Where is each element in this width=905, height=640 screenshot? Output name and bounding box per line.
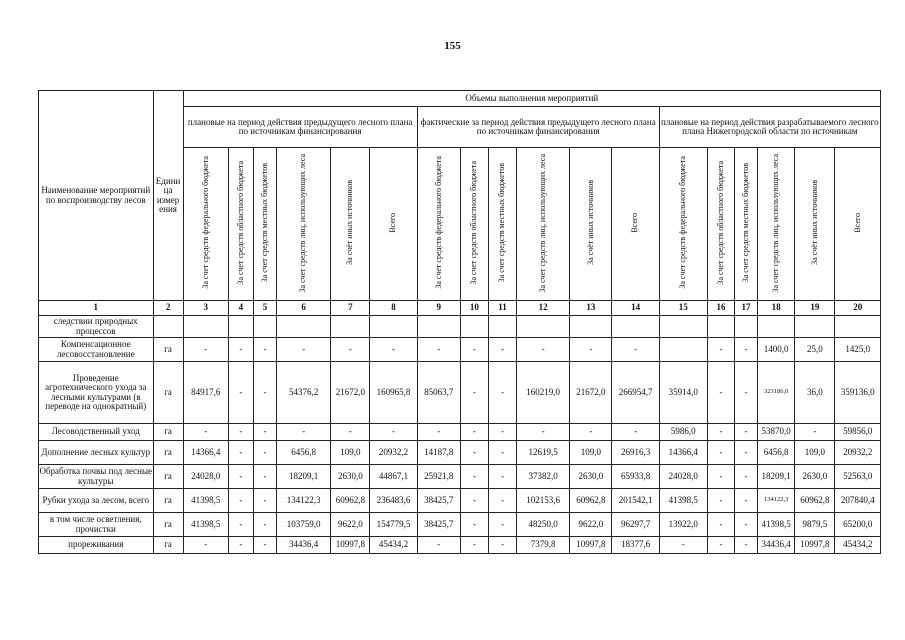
value-cell: - xyxy=(253,338,276,362)
value-cell: - xyxy=(331,338,370,362)
value-cell: 9879,5 xyxy=(795,513,835,537)
value-cell: - xyxy=(183,424,228,441)
value-cell: - xyxy=(488,362,516,424)
value-cell: - xyxy=(460,513,488,537)
value-cell: 41398,5 xyxy=(659,489,707,513)
unit-cell: га xyxy=(153,424,183,441)
value-cell: - xyxy=(707,465,734,489)
value-cell: - xyxy=(228,513,253,537)
value-cell: 14366,4 xyxy=(183,441,228,465)
header-source-federal-budget xyxy=(183,148,228,301)
column-number: 1 xyxy=(39,301,154,316)
value-cell: - xyxy=(735,441,758,465)
value-cell: 54376,2 xyxy=(277,362,331,424)
header-source-label: Всего xyxy=(630,212,640,233)
column-number: 8 xyxy=(370,301,417,316)
header-source-other-sources xyxy=(795,148,835,301)
value-cell: - xyxy=(460,465,488,489)
value-cell: - xyxy=(795,424,835,441)
value-cell: - xyxy=(253,362,276,424)
value-cell xyxy=(517,316,570,338)
value-cell: - xyxy=(735,465,758,489)
value-cell xyxy=(659,316,707,338)
value-cell: 18209,1 xyxy=(277,465,331,489)
value-cell: 60962,8 xyxy=(331,489,370,513)
value-cell xyxy=(331,316,370,338)
value-cell: - xyxy=(417,537,460,554)
value-cell: 34436,4 xyxy=(758,537,795,554)
value-cell: 103759,0 xyxy=(277,513,331,537)
value-cell: 45434,2 xyxy=(835,537,881,554)
value-cell: - xyxy=(228,362,253,424)
value-cell: - xyxy=(253,513,276,537)
header-source-forest-users xyxy=(758,148,795,301)
value-cell: 34436,4 xyxy=(277,537,331,554)
value-cell xyxy=(659,338,707,362)
activity-name: Обработка почвы под лесные культуры xyxy=(39,465,154,489)
header-source-label: За счет средств лиц, использующих леса xyxy=(770,153,780,293)
activity-name: Рубки ухода за лесом, всего xyxy=(39,489,154,513)
forest-reproduction-table xyxy=(38,90,881,554)
value-cell: 44867,1 xyxy=(370,465,417,489)
value-cell: 25,0 xyxy=(795,338,835,362)
value-cell: 6456,8 xyxy=(277,441,331,465)
value-cell: - xyxy=(735,338,758,362)
header-source-label: За счет средств лиц, использующих леса xyxy=(298,153,308,293)
activity-name: Лесоводственный уход xyxy=(39,424,154,441)
column-number: 15 xyxy=(659,301,707,316)
header-actual-previous: фактические за период действия предыдущего лесного плана по источникам финансирования xyxy=(417,107,659,148)
value-cell: - xyxy=(228,537,253,554)
value-cell: 160965,8 xyxy=(370,362,417,424)
value-cell: 9622,0 xyxy=(331,513,370,537)
column-number: 10 xyxy=(460,301,488,316)
header-source-other-sources xyxy=(331,148,370,301)
value-cell: 24028,0 xyxy=(183,465,228,489)
value-cell xyxy=(735,316,758,338)
value-cell: - xyxy=(228,465,253,489)
value-cell: 20932,2 xyxy=(370,441,417,465)
value-cell xyxy=(460,316,488,338)
value-cell: - xyxy=(488,338,516,362)
value-cell: - xyxy=(253,465,276,489)
value-cell: 7379,8 xyxy=(517,537,570,554)
value-cell: - xyxy=(228,441,253,465)
header-source-label: За счет средств федерального бюджета xyxy=(678,156,688,290)
value-cell xyxy=(795,316,835,338)
header-source-label: За счет средств областного бюджета xyxy=(715,161,725,285)
value-cell: 37382,0 xyxy=(517,465,570,489)
column-number: 4 xyxy=(228,301,253,316)
value-cell: - xyxy=(253,441,276,465)
value-cell: 24028,0 xyxy=(659,465,707,489)
column-number: 19 xyxy=(795,301,835,316)
value-cell: - xyxy=(488,424,516,441)
value-cell: 207840,4 xyxy=(835,489,881,513)
header-volumes: Объемы выполнения мероприятий xyxy=(183,91,880,107)
value-cell: - xyxy=(370,424,417,441)
value-cell xyxy=(370,316,417,338)
value-cell: 236483,6 xyxy=(370,489,417,513)
header-source-label: За счет средств местных бюджетов xyxy=(259,163,269,283)
value-cell: - xyxy=(735,489,758,513)
value-cell: - xyxy=(331,424,370,441)
value-cell: - xyxy=(460,489,488,513)
value-cell: - xyxy=(735,537,758,554)
table-row xyxy=(39,513,881,537)
activity-name: Дополнение лесных культур xyxy=(39,441,154,465)
column-number: 6 xyxy=(277,301,331,316)
header-unit: Едини ца измер ения xyxy=(153,91,183,301)
table-row xyxy=(39,465,881,489)
value-cell: 26916,3 xyxy=(612,441,659,465)
value-cell: - xyxy=(228,338,253,362)
value-cell: 18377,6 xyxy=(612,537,659,554)
value-cell: - xyxy=(488,441,516,465)
value-cell: 2630,0 xyxy=(570,465,612,489)
value-cell: - xyxy=(460,537,488,554)
value-cell: 160219,0 xyxy=(517,362,570,424)
value-cell: 53870,0 xyxy=(758,424,795,441)
value-cell: 38425,7 xyxy=(417,489,460,513)
value-cell: 35914,0 xyxy=(659,362,707,424)
header-source-federal-budget xyxy=(659,148,707,301)
column-number: 13 xyxy=(570,301,612,316)
value-cell: - xyxy=(735,362,758,424)
column-number: 14 xyxy=(612,301,659,316)
header-source-total xyxy=(612,148,659,301)
table-row xyxy=(39,489,881,513)
header-source-label: За счет средств местных бюджетов xyxy=(740,163,750,283)
value-cell xyxy=(570,316,612,338)
header-source-regional-budget xyxy=(460,148,488,301)
value-cell: 60962,8 xyxy=(570,489,612,513)
value-cell: 25921,8 xyxy=(417,465,460,489)
value-cell xyxy=(835,316,881,338)
value-cell: 10997,8 xyxy=(570,537,612,554)
column-number: 12 xyxy=(517,301,570,316)
header-source-label: Всего xyxy=(388,212,398,233)
header-planned-previous: плановые на период действия предыдущего лесного плана по источникам финансирования xyxy=(183,107,417,148)
value-cell: - xyxy=(460,338,488,362)
value-cell: - xyxy=(612,424,659,441)
value-cell: - xyxy=(707,537,734,554)
header-source-forest-users xyxy=(277,148,331,301)
value-cell: - xyxy=(570,424,612,441)
value-cell: - xyxy=(277,424,331,441)
value-cell xyxy=(228,316,253,338)
header-source-label: За счет средств федерального бюджета xyxy=(200,156,210,290)
header-activity-name: Наименование мероприятий по воспроизводству лесов xyxy=(39,91,154,301)
unit-cell: га xyxy=(153,465,183,489)
value-cell: 109,0 xyxy=(795,441,835,465)
column-number: 11 xyxy=(488,301,516,316)
column-number: 7 xyxy=(331,301,370,316)
header-source-local-budget xyxy=(735,148,758,301)
header-source-label: Всего xyxy=(852,212,862,233)
value-cell: 102153,6 xyxy=(517,489,570,513)
value-cell: - xyxy=(707,424,734,441)
value-cell: - xyxy=(707,338,734,362)
value-cell: 41398,5 xyxy=(183,513,228,537)
value-cell: - xyxy=(253,537,276,554)
value-cell: 134122,3 xyxy=(277,489,331,513)
value-cell: 1425,0 xyxy=(835,338,881,362)
value-cell: 5986,0 xyxy=(659,424,707,441)
unit-cell: га xyxy=(153,338,183,362)
value-cell: - xyxy=(735,424,758,441)
column-number: 17 xyxy=(735,301,758,316)
value-cell: - xyxy=(659,537,707,554)
value-cell: - xyxy=(183,537,228,554)
value-cell xyxy=(612,316,659,338)
value-cell: 359136,0 xyxy=(835,362,881,424)
value-cell: 13922,0 xyxy=(659,513,707,537)
value-cell: 48250,0 xyxy=(517,513,570,537)
value-cell: - xyxy=(417,338,460,362)
value-cell: - xyxy=(228,489,253,513)
header-source-other-sources xyxy=(570,148,612,301)
value-cell: 52563,0 xyxy=(835,465,881,489)
value-cell: 20932,2 xyxy=(835,441,881,465)
header-source-label: За счёт иных источников xyxy=(809,180,819,266)
value-cell: - xyxy=(460,424,488,441)
value-cell xyxy=(253,316,276,338)
value-cell xyxy=(417,316,460,338)
value-cell: - xyxy=(707,441,734,465)
value-cell: 21672,0 xyxy=(570,362,612,424)
value-cell: 134122,3 xyxy=(758,489,795,513)
value-cell: 84917,6 xyxy=(183,362,228,424)
header-source-label: За счет средств лиц, использующих леса xyxy=(537,153,547,293)
table-row xyxy=(39,441,881,465)
header-source-label: За счет средств областного бюджета xyxy=(235,161,245,285)
table-row xyxy=(39,316,881,338)
header-planned-new: плановые на период действия разрабатываемого лесного плана Нижегородской области по источникам xyxy=(659,107,880,148)
header-source-label: За счёт иных источников xyxy=(345,180,355,266)
table-row xyxy=(39,537,881,554)
value-cell: - xyxy=(253,424,276,441)
unit-cell xyxy=(153,316,183,338)
column-number: 16 xyxy=(707,301,734,316)
column-numbers-row xyxy=(39,301,881,316)
header-source-forest-users xyxy=(517,148,570,301)
value-cell: - xyxy=(707,513,734,537)
value-cell: - xyxy=(612,338,659,362)
value-cell: - xyxy=(277,338,331,362)
value-cell: 21672,0 xyxy=(331,362,370,424)
header-source-regional-budget xyxy=(707,148,734,301)
table-row xyxy=(39,362,881,424)
value-cell: 65933,8 xyxy=(612,465,659,489)
value-cell: - xyxy=(417,424,460,441)
value-cell: - xyxy=(517,338,570,362)
value-cell: 45434,2 xyxy=(370,537,417,554)
activity-name: Проведение агротехнического ухода за лесными культурами (в переводе на однократный) xyxy=(39,362,154,424)
value-cell: 60962,8 xyxy=(795,489,835,513)
header-source-label: За счет средств федерального бюджета xyxy=(433,156,443,290)
value-cell: 6456,8 xyxy=(758,441,795,465)
unit-cell: га xyxy=(153,537,183,554)
unit-cell: га xyxy=(153,362,183,424)
column-number: 5 xyxy=(253,301,276,316)
value-cell xyxy=(183,316,228,338)
header-source-label: За счёт иных источников xyxy=(585,180,595,266)
header-source-regional-budget xyxy=(228,148,253,301)
value-cell: 14187,8 xyxy=(417,441,460,465)
value-cell: - xyxy=(370,338,417,362)
header-source-local-budget xyxy=(253,148,276,301)
value-cell: 38425,7 xyxy=(417,513,460,537)
value-cell: 323186,0 xyxy=(758,362,795,424)
value-cell: 201542,1 xyxy=(612,489,659,513)
value-cell: - xyxy=(488,513,516,537)
page-number: 155 xyxy=(444,40,461,52)
value-cell: 96297,7 xyxy=(612,513,659,537)
value-cell: - xyxy=(228,424,253,441)
column-number: 3 xyxy=(183,301,228,316)
value-cell: - xyxy=(570,338,612,362)
value-cell: 41398,5 xyxy=(183,489,228,513)
value-cell: - xyxy=(460,441,488,465)
value-cell: 2630,0 xyxy=(331,465,370,489)
activity-name: Компенсационное лесовосстановление xyxy=(39,338,154,362)
column-number: 18 xyxy=(758,301,795,316)
value-cell xyxy=(758,316,795,338)
table-row xyxy=(39,424,881,441)
value-cell: 14366,4 xyxy=(659,441,707,465)
header-source-federal-budget xyxy=(417,148,460,301)
value-cell: 59856,0 xyxy=(835,424,881,441)
activity-name: следствии природных процессов xyxy=(39,316,154,338)
header-source-local-budget xyxy=(488,148,516,301)
header-source-total xyxy=(370,148,417,301)
value-cell: - xyxy=(253,489,276,513)
value-cell: 85063,7 xyxy=(417,362,460,424)
value-cell: 154779,5 xyxy=(370,513,417,537)
column-number: 20 xyxy=(835,301,881,316)
value-cell: - xyxy=(707,362,734,424)
column-number: 9 xyxy=(417,301,460,316)
unit-cell: га xyxy=(153,489,183,513)
unit-cell: га xyxy=(153,513,183,537)
value-cell xyxy=(277,316,331,338)
header-source-label: За счет средств областного бюджета xyxy=(469,161,479,285)
value-cell: - xyxy=(517,424,570,441)
unit-cell: га xyxy=(153,441,183,465)
value-cell: - xyxy=(488,537,516,554)
value-cell: 36,0 xyxy=(795,362,835,424)
header-source-total xyxy=(835,148,881,301)
value-cell: 2630,0 xyxy=(795,465,835,489)
header-source-label: За счет средств местных бюджетов xyxy=(497,163,507,283)
value-cell: - xyxy=(183,338,228,362)
activity-name: в том числе осветления, прочистки xyxy=(39,513,154,537)
column-number: 2 xyxy=(153,301,183,316)
value-cell: 109,0 xyxy=(331,441,370,465)
value-cell: 41398,5 xyxy=(758,513,795,537)
value-cell: - xyxy=(460,362,488,424)
value-cell: 1400,0 xyxy=(758,338,795,362)
value-cell: 12619,5 xyxy=(517,441,570,465)
value-cell: - xyxy=(707,489,734,513)
value-cell: 9622,0 xyxy=(570,513,612,537)
table-row xyxy=(39,338,881,362)
value-cell xyxy=(488,316,516,338)
value-cell: - xyxy=(488,489,516,513)
value-cell: 10997,8 xyxy=(331,537,370,554)
value-cell: 18209,1 xyxy=(758,465,795,489)
value-cell: 65200,0 xyxy=(835,513,881,537)
value-cell: - xyxy=(735,513,758,537)
value-cell: 266954,7 xyxy=(612,362,659,424)
activity-name: прореживания xyxy=(39,537,154,554)
value-cell: 109,0 xyxy=(570,441,612,465)
value-cell: - xyxy=(488,465,516,489)
value-cell xyxy=(707,316,734,338)
value-cell: 10997,8 xyxy=(795,537,835,554)
